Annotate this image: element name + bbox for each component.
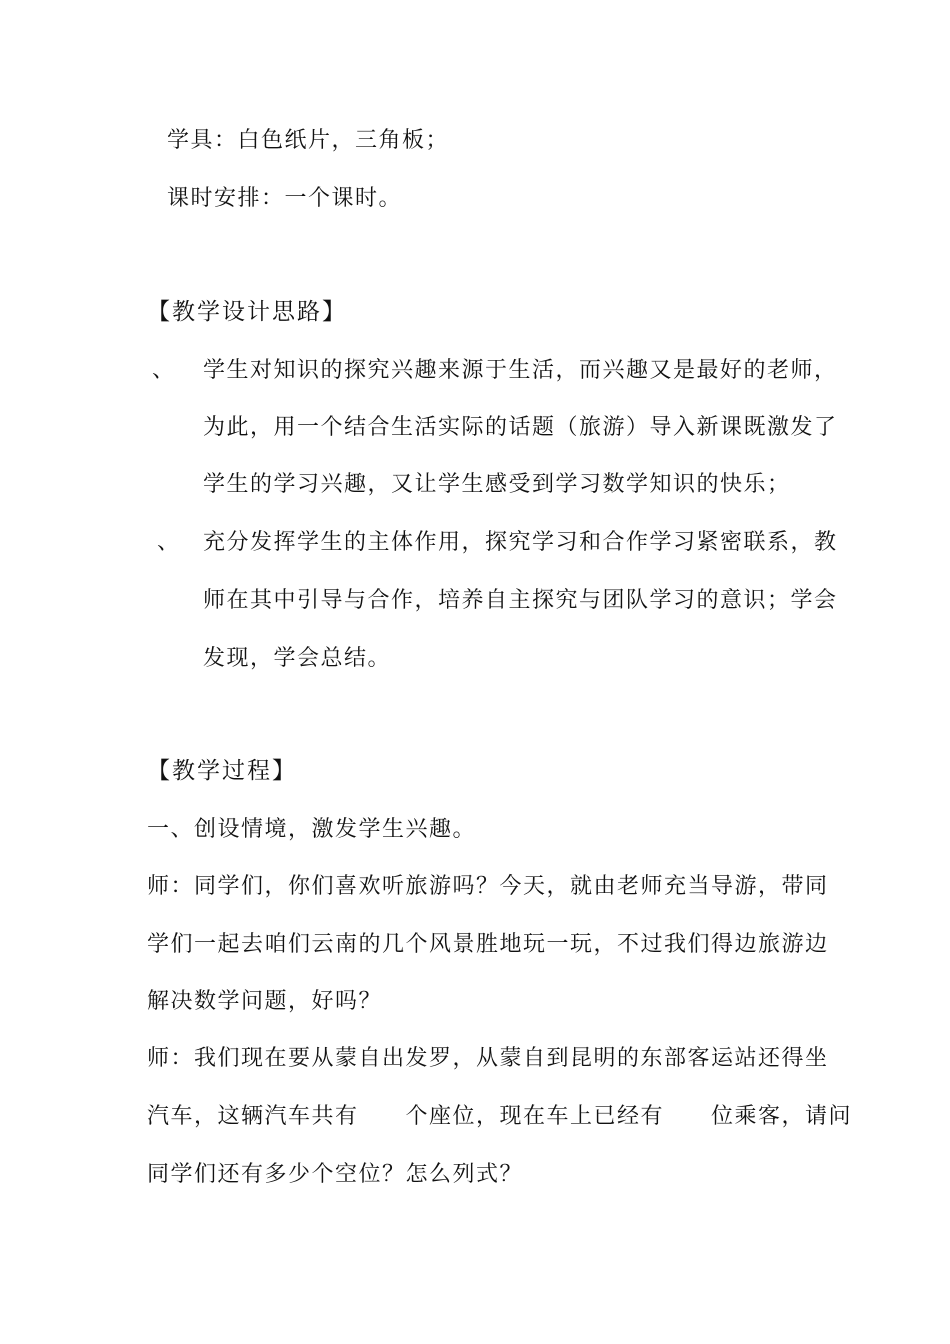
design-item-1-line-2: 为此，用一个结合生活实际的话题（旅游）导入新课既激发了 xyxy=(203,415,838,440)
design-item-1-line-3: 学生的学习兴趣，又让学生感受到学习数学知识的快乐； xyxy=(203,472,791,497)
design-section-title: 【教学设计思路】 xyxy=(147,299,347,325)
design-item-2-line-3: 发现，学会总结。 xyxy=(203,646,392,671)
paragraph-1-line-3: 解决数学问题，好吗？ xyxy=(147,989,383,1014)
step-1-heading: 一、创设情境，激发学生兴趣。 xyxy=(147,817,477,842)
paragraph-2-line-2: 汽车，这辆汽车共有 个座位，现在车上已经有 位乘客，请问 xyxy=(147,1104,853,1129)
design-item-1-line-1: 学生对知识的探究兴趣来源于生活，而兴趣又是最好的老师， xyxy=(203,358,838,383)
paragraph-2-line-3: 同学们还有多少个空位？怎么列式？ xyxy=(147,1162,524,1187)
paragraph-1-line-1: 师：同学们，你们喜欢听旅游吗？今天，就由老师充当导游，带同 xyxy=(147,874,829,899)
bullet-mark: 、 xyxy=(152,358,175,383)
design-item-2-line-2: 师在其中引导与合作，培养自主探究与团队学习的意识；学会 xyxy=(203,588,838,613)
paragraph-1-line-2: 学们一起去咱们云南的几个风景胜地玩一玩，不过我们得边旅游边 xyxy=(147,932,829,957)
tools-line: 学具：白色纸片，三角板； xyxy=(167,128,450,153)
bullet-mark: 、 xyxy=(157,530,180,555)
schedule-line: 课时安排：一个课时。 xyxy=(167,186,403,211)
design-item-2-line-1: 充分发挥学生的主体作用，探究学习和合作学习紧密联系，教 xyxy=(203,530,838,555)
process-section-title: 【教学过程】 xyxy=(147,758,297,784)
paragraph-2-line-1: 师：我们现在要从蒙自出发罗，从蒙自到昆明的东部客运站还得坐 xyxy=(147,1046,829,1071)
